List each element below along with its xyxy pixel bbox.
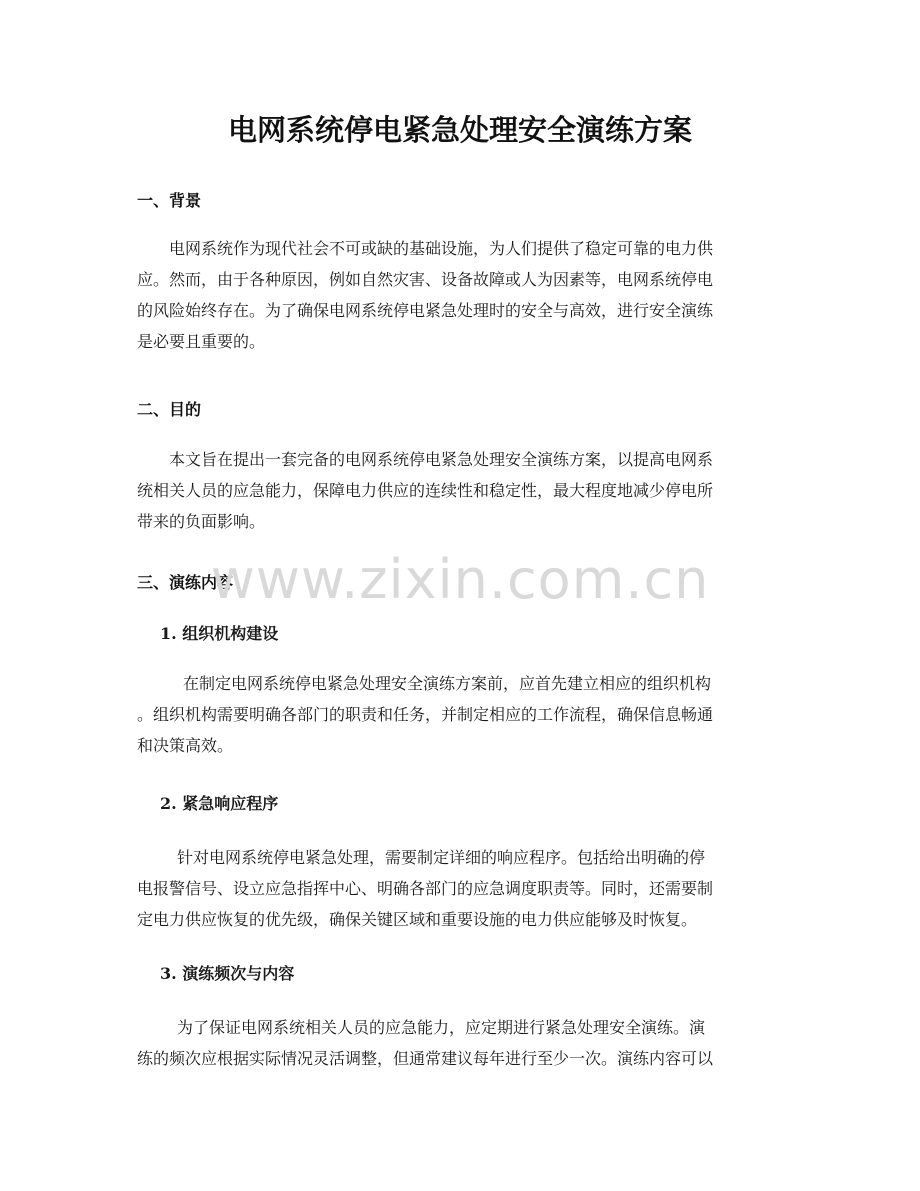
paragraph-line: 应。然而，由于各种原因，例如自然灾害、设备故障或人为因素等，电网系统停电 <box>137 270 714 289</box>
paragraph-line: 电报警信号、设立应急指挥中心、明确各部门的应急调度职责等。同时，还需要制 <box>137 879 714 898</box>
paragraph-line: 的风险始终存在。为了确保电网系统停电紧急处理时的安全与高效，进行安全演练 <box>137 301 714 320</box>
subheading-drill-frequency: 3. 演练频次与内容 <box>160 964 295 983</box>
page-title: 电网系统停电紧急处理安全演练方案 <box>227 113 692 147</box>
paragraph-line: 针对电网系统停电紧急处理，需要制定详细的响应程序。包括给出明确的停 <box>177 848 706 867</box>
paragraph-line: 为了保证电网系统相关人员的应急能力，应定期进行紧急处理安全演练。演 <box>177 1018 706 1037</box>
paragraph-background <box>137 233 797 357</box>
paragraph-organization <box>137 668 797 761</box>
paragraph-line: 和决策高效。 <box>137 736 234 755</box>
paragraph-line: 练的频次应根据实际情况灵活调整，但通常建议每年进行至少一次。演练内容可以 <box>137 1049 714 1068</box>
paragraph-line: 带来的负面影响。 <box>137 512 266 531</box>
paragraph-emergency-response <box>137 842 797 935</box>
paragraph-drill-frequency <box>137 1012 797 1074</box>
paragraph-purpose <box>137 444 797 537</box>
paragraph-line: 定电力供应恢复的优先级，确保关键区域和重要设施的电力供应能够及时恢复。 <box>137 910 698 929</box>
section-heading-background: 一、背景 <box>137 191 202 210</box>
section-heading-drill-content: 三、演练内容 <box>137 573 234 592</box>
paragraph-line: 是必要且重要的。 <box>137 332 266 351</box>
paragraph-line: 在制定电网系统停电紧急处理安全演练方案前，应首先建立相应的组织机构 <box>183 674 712 693</box>
subheading-organization: 1. 组织机构建设 <box>160 624 279 643</box>
paragraph-line: 电网系统作为现代社会不可或缺的基础设施，为人们提供了稳定可靠的电力供 <box>169 239 714 258</box>
paragraph-line: 。组织机构需要明确各部门的职责和任务，并制定相应的工作流程，确保信息畅通 <box>137 705 714 724</box>
subheading-emergency-response: 2. 紧急响应程序 <box>160 794 279 813</box>
section-heading-purpose: 二、目的 <box>137 400 202 419</box>
watermark-text: www.zixin.com.cn <box>210 548 710 611</box>
paragraph-line: 本文旨在提出一套完备的电网系统停电紧急处理安全演练方案，以提高电网系 <box>169 450 714 469</box>
paragraph-line: 统相关人员的应急能力，保障电力供应的连续性和稳定性，最大程度地减少停电所 <box>137 481 714 500</box>
